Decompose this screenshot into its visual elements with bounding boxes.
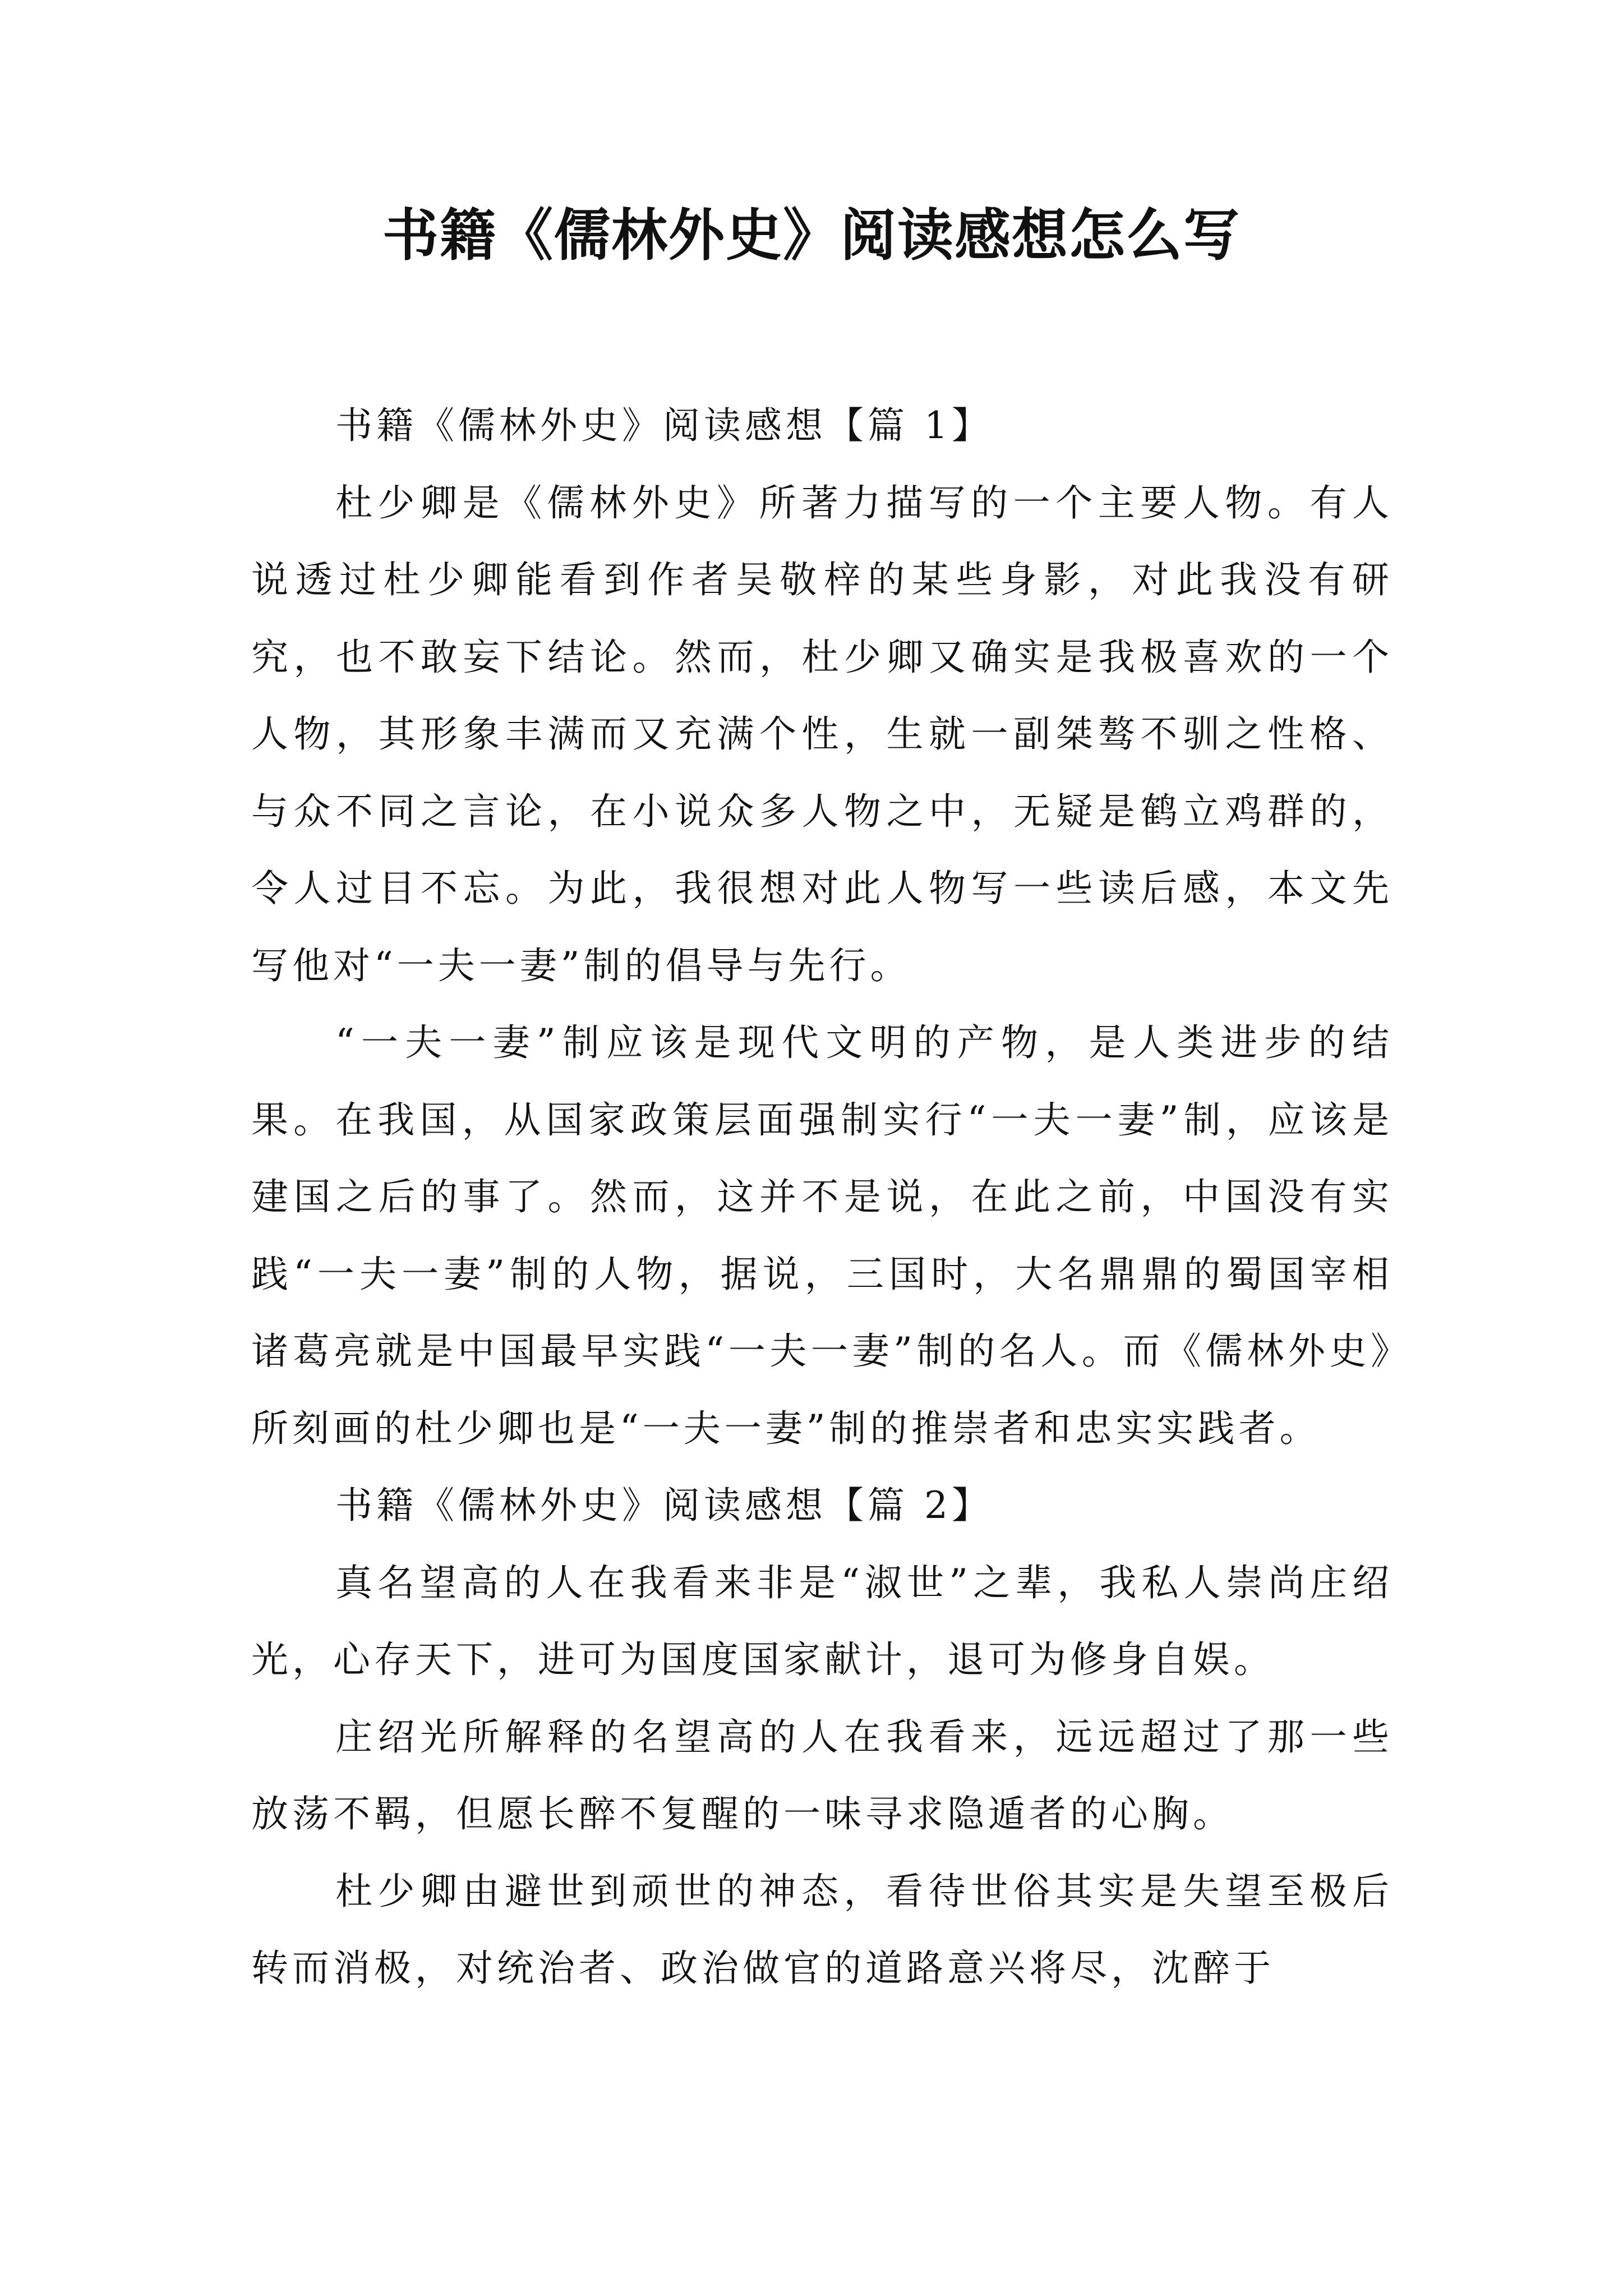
section-heading-2: 书籍《儒林外史》阅读感想【篇 2】 xyxy=(335,1484,993,1527)
paragraph: 杜少卿是《儒林外史》所著力描写的一个主要人物。有人说透过杜少卿能看到作者吴敬梓的某些身影，对此我没有研究，也不敢妄下结论。然而，杜少卿又确实是我极喜欢的一个人物，其形象丰满而又充满个性，生就一副桀骜不驯之性格、与众不同之言论，在小说众多人物之中，无疑是鹤立鸡群的，令人过目不忘。为此，我很想对此人物写一些读后感，本文先写他对“一夫一妻”制的倡导与先行。 xyxy=(251,481,1393,987)
document-body xyxy=(251,387,1393,2007)
paragraph: 杜少卿由避世到顽世的神态，看待世俗其实是失望至极后转而消极，对统治者、政治做官的道路意兴将尽，沈醉于 xyxy=(251,1869,1393,1990)
paragraph: 真名望高的人在我看来非是“淑世”之辈，我私人崇尚庄绍光，心存天下，进可为国度国家献计，退可为修身自娱。 xyxy=(251,1561,1393,1681)
section-heading-1: 书籍《儒林外史》阅读感想【篇 1】 xyxy=(335,404,993,447)
paragraph: 庄绍光所解释的名望高的人在我看来，远远超过了那一些放荡不羁，但愿长醉不复醒的一味寻求隐遁者的心胸。 xyxy=(251,1715,1393,1835)
document-title: 书籍《儒林外史》阅读感想怎么写 xyxy=(382,203,1241,268)
paragraph: “一夫一妻”制应该是现代文明的产物，是人类进步的结果。在我国，从国家政策层面强制实行“一夫一妻”制，应该是建国之后的事了。然而，这并不是说，在此之前，中国没有实践“一夫一妻”制的人物，据说，三国时，大名鼎鼎的蜀国宰相诸葛亮就是中国最早实践“一夫一妻”制的名人。而《儒林外史》所刻画的杜少卿也是“一夫一妻”制的推崇者和忠实实践者。 xyxy=(251,1021,1393,1450)
